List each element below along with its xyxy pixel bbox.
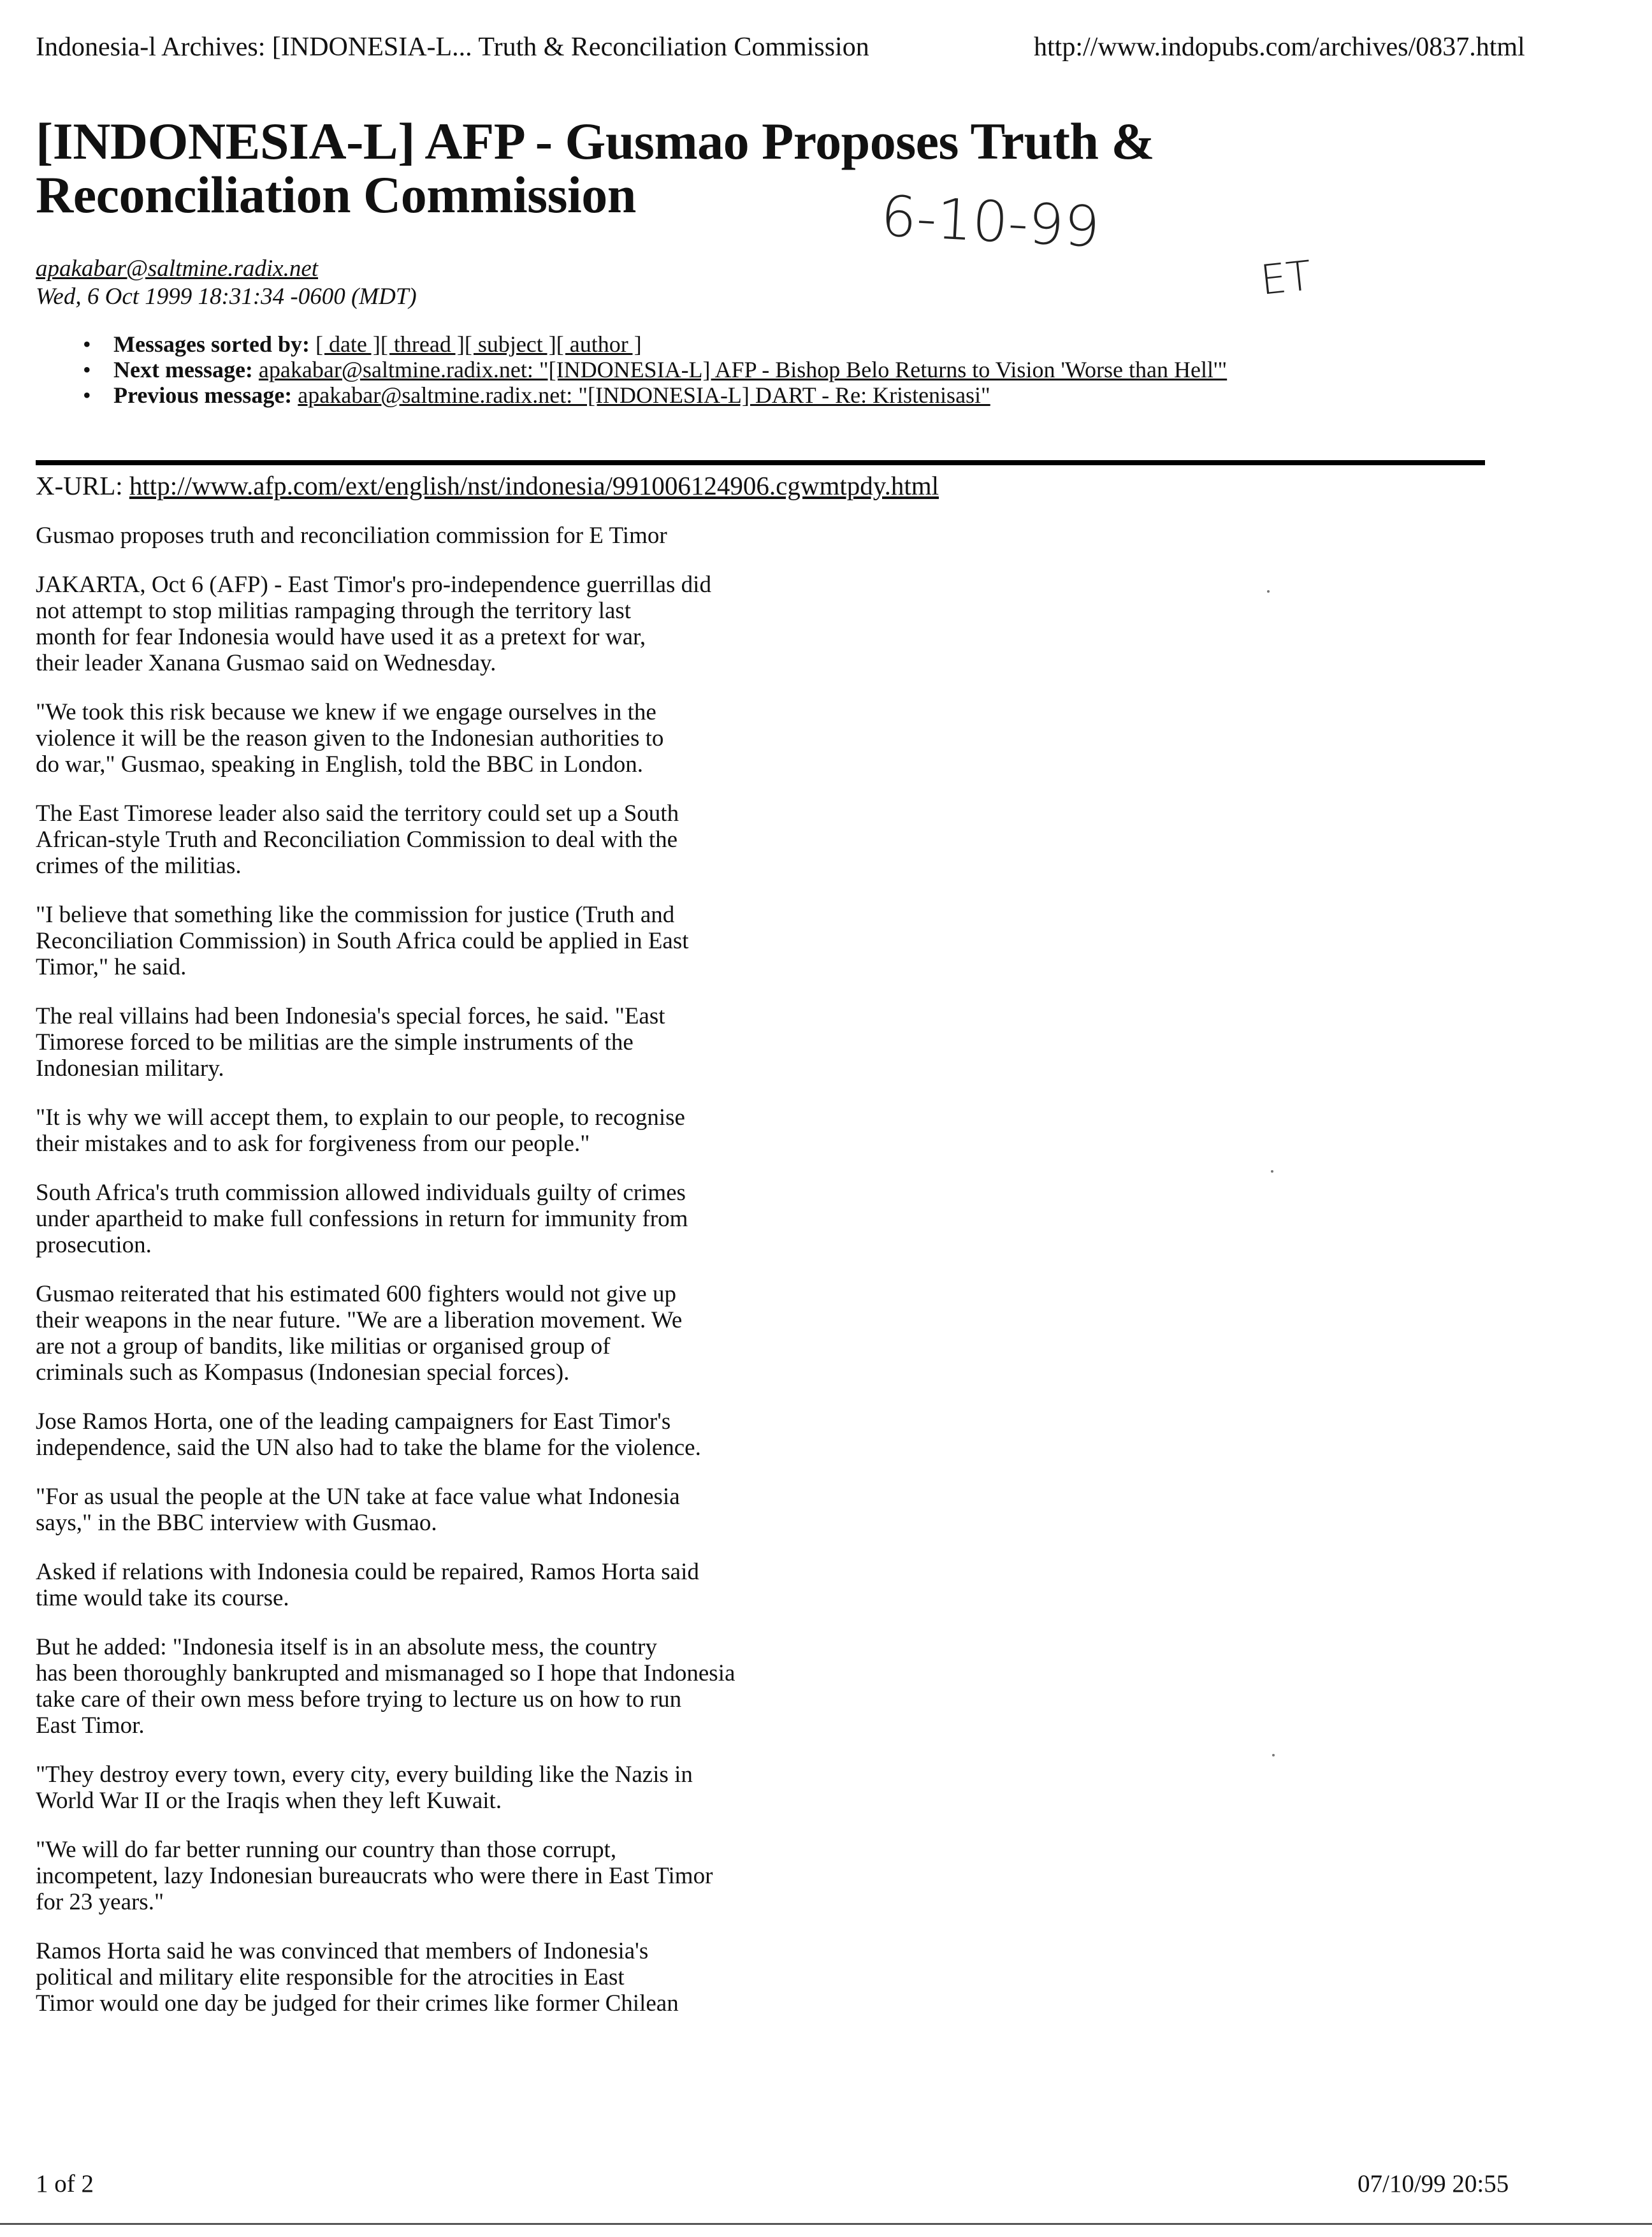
sort-by-subject-link[interactable]: [ subject ] xyxy=(464,331,556,357)
article-paragraph: The real villains had been Indonesia's special forces, he said. "East Timorese forced to be militias are the simple instruments of the Indonesian military. xyxy=(36,1003,665,1082)
sorted-by-label: Messages sorted by: xyxy=(113,331,310,357)
article-paragraph: Asked if relations with Indonesia could be repaired, Ramos Horta said time would take its course. xyxy=(36,1559,699,1611)
article-headline: Gusmao proposes truth and reconciliation commission for E Timor xyxy=(36,523,667,549)
article-body xyxy=(36,523,864,2039)
print-header-title: Indonesia-l Archives: [INDONESIA-L... Truth & Reconciliation Commission xyxy=(36,33,869,62)
horizontal-rule xyxy=(36,460,1485,465)
sort-by-thread-link[interactable]: [ thread ] xyxy=(380,331,465,357)
article-paragraph: Gusmao reiterated that his estimated 600 fighters would not give up their weapons in the near future. "We are a liberation movement. We are not a group of bandits, like militias or organised group of criminals such as Kompasus (Indonesian special forces). xyxy=(36,1281,683,1386)
message-navigation xyxy=(83,331,1227,408)
handwritten-tag: ET xyxy=(1258,252,1314,305)
article-paragraph: But he added: "Indonesia itself is in an absolute mess, the country has been thoroughly bankrupted and mismanaged so I hope that Indonesia take care of their own mess before trying to lecture us on how to run East Timor. xyxy=(36,1634,735,1739)
handwritten-date: 6-10-99 xyxy=(879,183,1101,260)
article-paragraph: The East Timorese leader also said the territory could set up a South African-style Truth and Reconciliation Commission to deal with the crimes of the militias. xyxy=(36,800,679,879)
article-paragraph: "It is why we will accept them, to explain to our people, to recognise their mistakes and to ask for forgiveness from our people." xyxy=(36,1104,685,1157)
article-paragraph: JAKARTA, Oct 6 (AFP) - East Timor's pro-independence guerrillas did not attempt to stop militias rampaging through the territory last month for fear Indonesia would have used it as a pretext for war, their leader Xanana Gusmao said on Wednesday. xyxy=(36,572,711,676)
article-paragraph: Jose Ramos Horta, one of the leading campaigners for East Timor's independence, said the UN also had to take the blame for the violence. xyxy=(36,1408,701,1461)
print-header-url: http://www.indopubs.com/archives/0837.html xyxy=(1034,33,1525,62)
message-date: Wed, 6 Oct 1999 18:31:34 -0600 (MDT) xyxy=(36,284,417,310)
article-paragraph: "For as usual the people at the UN take at face value what Indonesia says," in the BBC interview with Gusmao. xyxy=(36,1484,680,1536)
scan-speck xyxy=(1271,1170,1273,1173)
scan-speck xyxy=(1272,1754,1275,1756)
x-url-link[interactable]: http://www.afp.com/ext/english/nst/indonesia/991006124906.cgwmtpdy.html xyxy=(129,471,939,500)
x-url-line xyxy=(36,470,939,501)
sort-by-author-link[interactable]: [ author ] xyxy=(556,331,642,357)
article-paragraph: Ramos Horta said he was convinced that members of Indonesia's political and military elite responsible for the atrocities in East Timor would one day be judged for their crimes like former Chilean xyxy=(36,1938,679,2016)
previous-message-link[interactable]: apakabar@saltmine.radix.net: "[INDONESIA-L] DART - Re: Kristenisasi" xyxy=(298,382,990,408)
print-timestamp: 07/10/99 20:55 xyxy=(1358,2170,1509,2197)
sort-links-item xyxy=(83,331,1227,357)
sort-by-date-link[interactable]: [ date ] xyxy=(315,331,380,357)
next-message-item xyxy=(83,357,1227,382)
x-url-label: X-URL: xyxy=(36,471,123,500)
previous-message-item xyxy=(83,382,1227,408)
article-paragraph: "I believe that something like the commission for justice (Truth and Reconciliation Commission) in South Africa could be applied in East Timor," he said. xyxy=(36,902,689,980)
article-paragraph: "They destroy every town, every city, every building like the Nazis in World War II or the Iraqis when they left Kuwait. xyxy=(36,1762,693,1814)
next-message-label: Next message: xyxy=(113,357,253,382)
page-number: 1 of 2 xyxy=(36,2170,94,2197)
author-email-link[interactable]: apakabar@saltmine.radix.net xyxy=(36,256,319,282)
previous-message-label: Previous message: xyxy=(113,382,293,408)
scan-edge-line xyxy=(0,2223,1652,2225)
article-paragraph: "We will do far better running our country than those corrupt, incompetent, lazy Indonesian bureaucrats who were there in East Timor for 23 years." xyxy=(36,1837,713,1915)
article-paragraph: South Africa's truth commission allowed individuals guilty of crimes under apartheid to make full confessions in return for immunity from prosecution. xyxy=(36,1180,688,1258)
article-paragraph: "We took this risk because we knew if we engage ourselves in the violence it will be the reason given to the Indonesian authorities to do war," Gusmao, speaking in English, told the BBC in London. xyxy=(36,699,664,778)
next-message-link[interactable]: apakabar@saltmine.radix.net: "[INDONESIA-L] AFP - Bishop Belo Returns to Vision 'Worse than Hell'" xyxy=(258,357,1228,382)
scan-speck xyxy=(1267,590,1270,593)
page-title: [INDONESIA-L] AFP - Gusmao Proposes Truth & Reconciliation Commission xyxy=(36,112,1155,224)
